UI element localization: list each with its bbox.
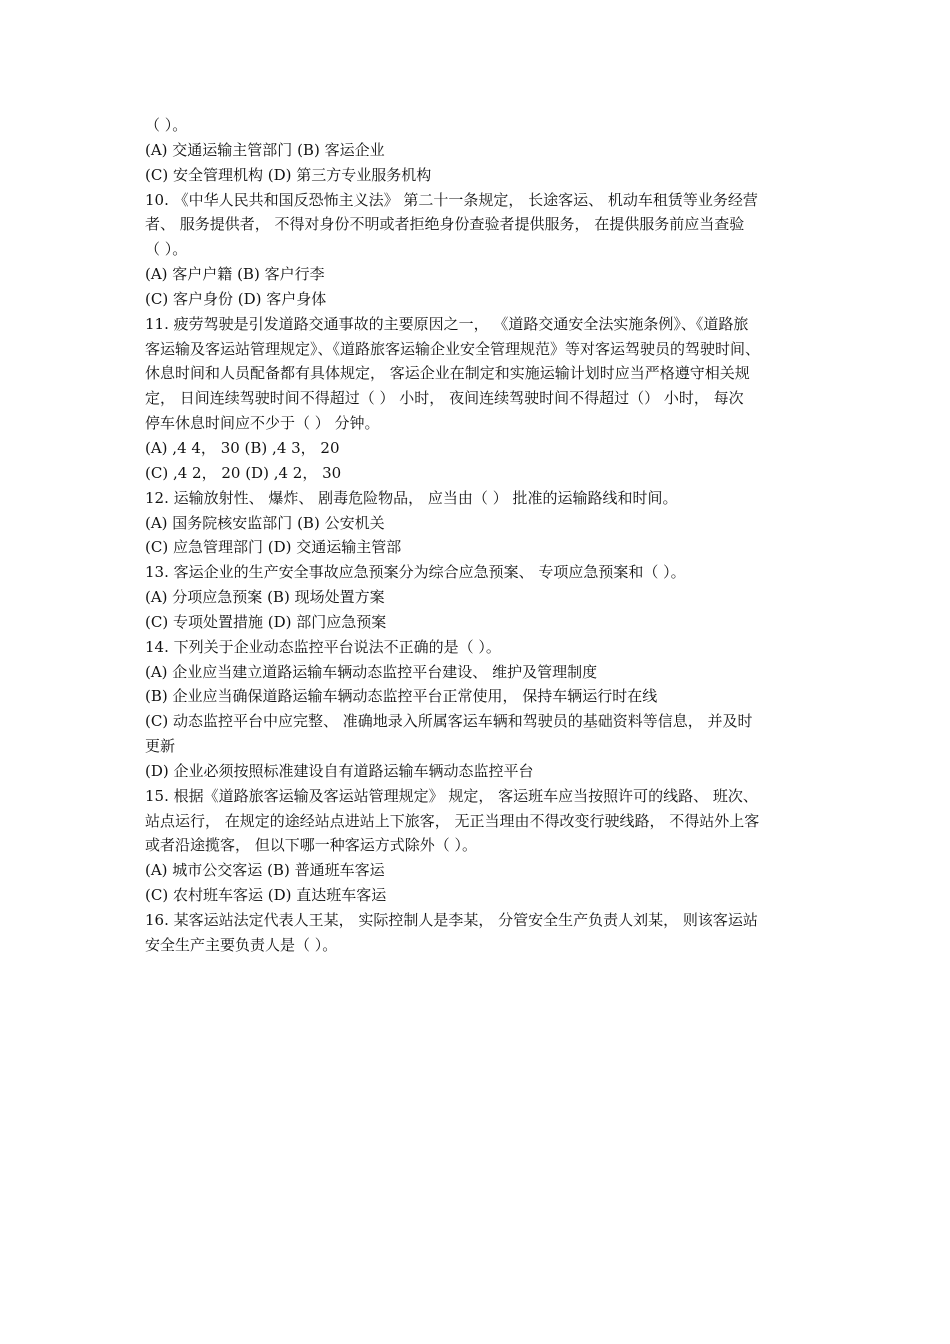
text-line: 者、 服务提供者， 不得对身份不明或者拒绝身份查验者提供服务， 在提供服务前应当查验 [145,215,745,234]
question-line: 11. 疲劳驾驶是引发道路交通事故的主要原因之一， 《道路交通安全法实施条例》、《道路旅 [145,314,749,333]
text-line: 更新 [145,737,176,756]
text-line: 休息时间和人员配备都有具体规定， 客运企业在制定和实施运输计划时应当严格遵守相关规 [145,364,750,383]
text-line: （ ）。 [145,240,188,259]
option-line: (C) 客户身份 (D) 客户身体 [145,289,327,308]
option-line: (C) 动态监控平台中应完整、 准确地录入所属客运车辆和驾驶员的基础资料等信息， 并及时 [145,712,753,731]
option-line: (A) 城市公交客运 (B) 普通班车客运 [145,861,385,880]
option-line: (A) 分项应急预案 (B) 现场处置方案 [145,588,385,607]
question-line: 12. 运输放射性、 爆炸、 剧毒危险物品， 应当由（ ） 批准的运输路线和时间。 [145,488,678,507]
text-line: 安全生产主要负责人是（ ）。 [145,935,338,954]
question-line: 14. 下列关于企业动态监控平台说法不正确的是（ ）。 [145,637,501,656]
text-line: 或者沿途揽客， 但以下哪一种客运方式除外（ ）。 [145,836,478,855]
text-line: 客运输及客运站管理规定》、《道路旅客运输企业安全管理规范》等对客运驾驶员的驾驶时间、 [145,339,761,358]
text-line: （ ）。 [145,116,188,134]
option-line: (C) 农村班车客运 (D) 直达班车客运 [145,886,387,905]
question-line: 15. 根据《道路旅客运输及客运站管理规定》 规定， 客运班车应当按照许可的线路、 班次、 [145,786,758,805]
question-line: 16. 某客运站法定代表人王某， 实际控制人是李某， 分管安全生产负责人刘某， 则该客运站 [145,911,758,929]
option-line: (C) ,4 2， 20 (D) ,4 2， 30 [145,463,342,482]
question-line: 13. 客运企业的生产安全事故应急预案分为综合应急预案、 专项应急预案和（ ）。 [145,563,686,582]
option-line: (C) 应急管理部门 (D) 交通运输主管部 [145,538,402,557]
document-body [145,113,845,958]
option-line: (A) ,4 4， 30 (B) ,4 3， 20 [145,438,340,457]
option-line: (D) 企业必须按照标准建设自有道路运输车辆动态监控平台 [145,761,534,780]
option-line: (A) 客户户籍 (B) 客户行李 [145,265,325,284]
text-line: 定， 日间连续驾驶时间不得超过（ ） 小时， 夜间连续驾驶时间不得超过（） 小时， 每次 [145,389,744,408]
question-line: 10. 《中华人民共和国反恐怖主义法》 第二十一条规定， 长途客运、 机动车租赁等业务经营 [145,190,758,209]
option-line: (B) 企业应当确保道路运输车辆动态监控平台正常使用， 保持车辆运行时在线 [145,687,658,706]
option-line: (A) 国务院核安监部门 (B) 公安机关 [145,513,385,532]
option-line: (A) 交通运输主管部门 (B) 客运企业 [145,140,385,159]
option-line: (A) 企业应当建立道路运输车辆动态监控平台建设、 维护及管理制度 [145,662,598,681]
option-line: (C) 安全管理机构 (D) 第三方专业服务机构 [145,165,432,184]
text-line: 站点运行， 在规定的途经站点进站上下旅客， 无正当理由不得改变行驶线路， 不得站外上客 [145,811,760,830]
option-line: (C) 专项处置措施 (D) 部门应急预案 [145,612,387,631]
text-line: 停车休息时间应不少于（ ） 分钟。 [145,414,380,433]
